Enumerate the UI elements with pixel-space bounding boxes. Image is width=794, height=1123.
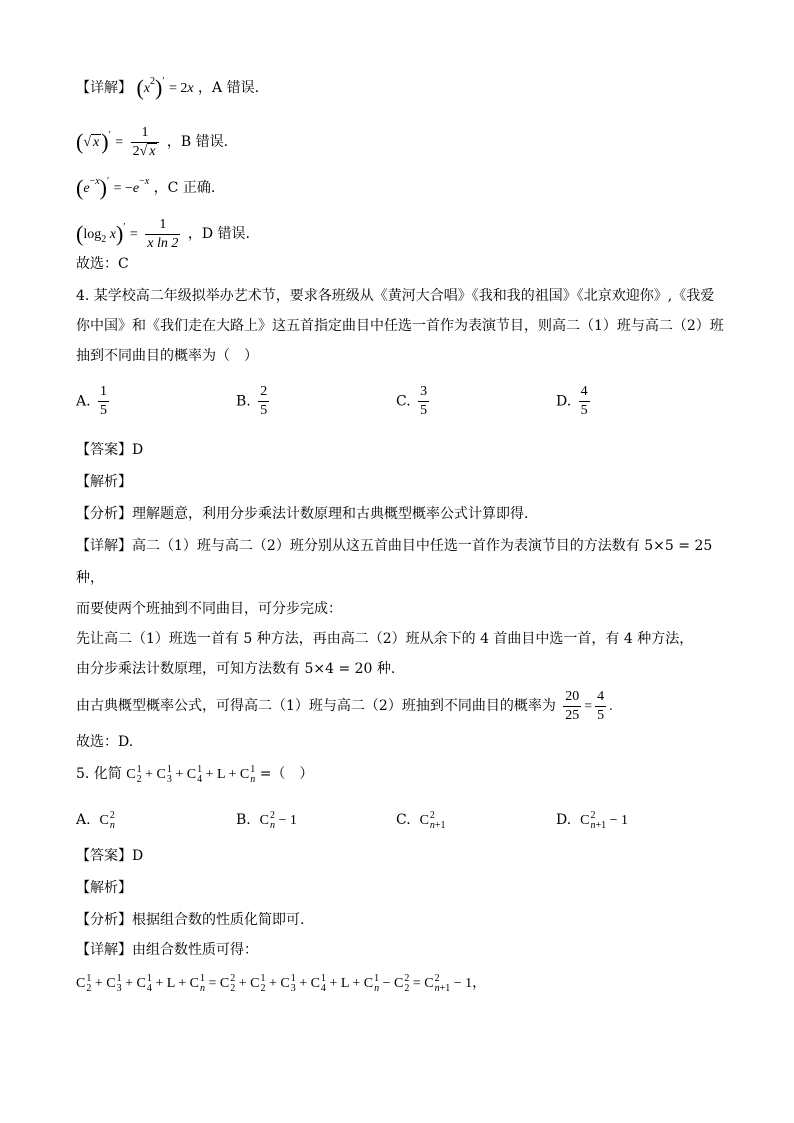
q4-option-d: D. $\frac{4}{5}$ — [556, 384, 588, 418]
q4-option-c: C. $\frac{3}{5}$ — [396, 384, 428, 418]
q3-d-den: x ln 2 — [147, 235, 179, 251]
q4-answer: 【答案】D — [76, 442, 144, 458]
q4-stem-line2: 你中国》和《我们走在大路上》这五首指定曲目中任选一首作为表演节目，则高二（1）班与高二（2）班 — [76, 318, 724, 334]
q3-a-result: ，A 错误. — [198, 80, 260, 96]
q4-xiangjie-line1: 【详解】高二（1）班与高二（2）班分别从这五首曲目中任选一首作为表演节目的方法数有 5×5 = 25 — [76, 538, 713, 554]
q4-option-b: B. $\frac{2}{5}$ — [236, 384, 268, 418]
q5-xiangjie: 【详解】由组合数性质可得： — [76, 942, 258, 958]
q4-line3: 而要使两个班抽到不同曲目，可分步完成： — [76, 601, 342, 617]
q4-line5: 由分步乘法计数原理，可知方法数有 5×4 = 20 种. — [76, 661, 396, 677]
q4-line6-text: 由古典概型概率公式，可得高二（1）班与高二（2）班抽到不同曲目的概率为 — [76, 698, 556, 714]
q5-stem-suffix: =（ ） — [259, 766, 314, 782]
q4-line4: 先让高二（1）班选一首有 5 种方法，再由高二（2）班从余下的 4 首曲目中选一首，有 4 种方法， — [76, 631, 694, 647]
q3-b-num: 1 — [131, 125, 160, 143]
q3-choose: 故选：C — [76, 256, 129, 272]
q4-stem-line1: 4. 某学校高二年级拟举办艺术节，要求各班级从《黄河大合唱》《我和我的祖国》《北京欢迎你》,《我爱 — [76, 288, 715, 304]
q3-detail-a: 【详解】 $(x^2)' = 2x$ ，A 错误. — [76, 75, 260, 100]
q5-option-a: A. C 2 n — [76, 809, 115, 831]
q4-fenxi: 【分析】理解题意，利用分步乘法计数原理和古典概型概率公式计算即得. — [76, 506, 529, 522]
q4-option-a: A. $\frac{1}{5}$ — [76, 384, 108, 418]
q3-detail-c: $(e^{-x})' = -e^{-x}$ ，C 正确. — [76, 175, 216, 200]
q3-d-result: ，D 错误. — [187, 226, 250, 242]
q3-c-result: ，C 正确. — [153, 180, 216, 196]
q5-fenxi: 【分析】根据组合数的性质化简即可. — [76, 912, 305, 928]
q3-b-result: ，B 错误. — [166, 134, 229, 150]
q5-equation: C 1 2 + C 1 3 + C 1 4 + L + C 1 n = C 2 2 + C 1 2 + C 1 3 + C 1 4 + L + C 1 n − C 2 2 = C 2 n+1 − 1， — [76, 973, 487, 994]
q3-d-num: 1 — [145, 217, 180, 235]
detail-tag: 【详解】 — [76, 80, 132, 96]
q3-detail-d: ($\log_2$ x)′ = $\frac{1}{\text{x ln 2}}$ ，D 错误. — [76, 216, 250, 251]
q4-xiangjie-line2: 种， — [76, 570, 104, 586]
q4-line6: 由古典概型概率公式，可得高二（1）班与高二（2）班抽到不同曲目的概率为 $\frac{20}{25}$ = $\frac{4}{5}$ . — [76, 688, 613, 723]
q5-option-d: D. C 2 n+1 − 1 — [556, 809, 628, 831]
q5-option-c: C. C 2 n+1 — [396, 809, 446, 831]
q4-choose: 故选：D. — [76, 734, 134, 750]
q4-stem-line3: 抽到不同曲目的概率为（ ） — [76, 348, 258, 364]
q3-detail-b: (√ x)′ = $\frac{1}{2√ x}$ ，B 错误. — [76, 124, 229, 159]
q5-answer: 【答案】D — [76, 848, 144, 864]
q5-option-b: B. C 2 n − 1 — [236, 809, 297, 831]
q5-stem: 5. 化简 C 1 2 + C 1 3 + C 1 4 + L + C 1 n =（ ） — [76, 763, 314, 785]
q4-analysis-tag: 【解析】 — [76, 474, 132, 490]
q5-analysis-tag: 【解析】 — [76, 880, 132, 896]
q5-stem-prefix: 5. 化简 — [76, 766, 122, 782]
